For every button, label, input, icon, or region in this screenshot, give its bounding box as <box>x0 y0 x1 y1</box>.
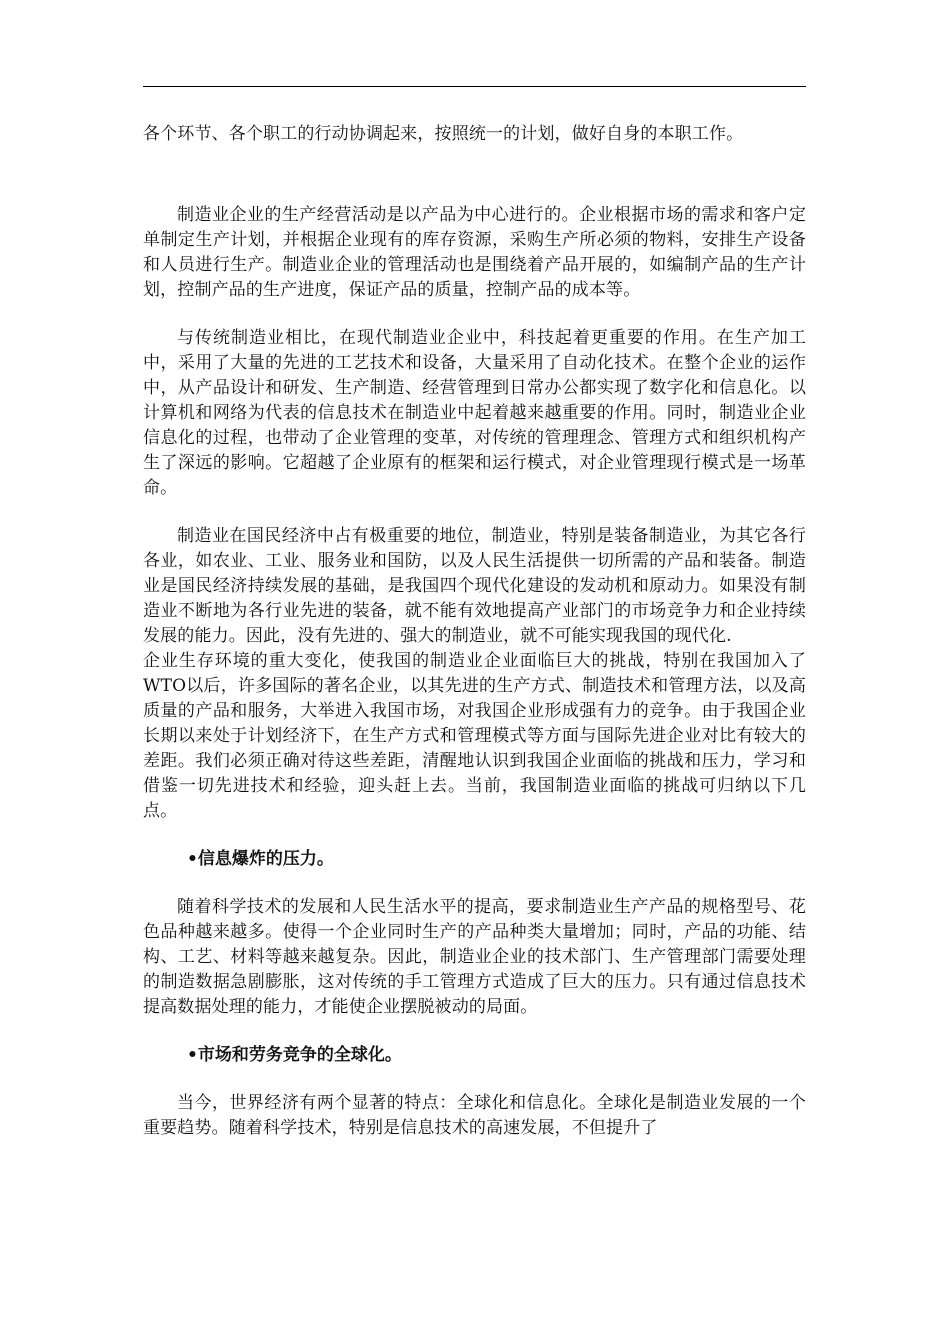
heading-information-explosion: •信息爆炸的压力。 <box>187 849 334 869</box>
paragraph-modern-manufacturing: 与传统制造业相比，在现代制造业企业中，科技起着更重要的作用。在生产加工中，采用了大量的先进的工艺技术和设备，大量采用了自动化技术。在整个企业的运作中，从产品设计和研发、生产制造、经营管理到日常办公都实现了数字化和信息化。以计算机和网络为代表的信息技术在制造业中起着越来越重要的作用。同时，制造业企业信息化的过程，也带动了企业管理的变革，对传统的管理理念、管理方式和组织机构产生了深远的影响。它超越了企业原有的框架和运行模式，对企业管理现行模式是一场革命。 <box>143 328 806 498</box>
document-body <box>143 122 823 1141</box>
heading-globalization: •市场和劳务竞争的全球化。 <box>187 1045 402 1065</box>
header-rule <box>143 86 806 87</box>
paragraph-globalization: 当今，世界经济有两个显著的特点：全球化和信息化。全球化是制造业发展的一个重要趋势。随着科学技术，特别是信息技术的高速发展，不但提升了 <box>143 1093 806 1138</box>
paragraph-information-explosion: 随着科学技术的发展和人民生活水平的提高，要求制造业生产产品的规格型号、花色品种越来越多。使得一个企业同时生产的产品种类大量增加；同时，产品的功能、结构、工艺、材料等越来越复杂。因此，制造业企业的技术部门、生产管理部门需要处理的制造数据急剧膨胀，这对传统的手工管理方式造成了巨大的压力。只有通过信息技术提高数据处理的能力，才能使企业摆脱被动的局面。 <box>143 897 806 1017</box>
paragraph-continuation: 各个环节、各个职工的行动协调起来，按照统一的计划，做好自身的本职工作。 <box>143 124 744 144</box>
paragraph-product-centered: 制造业企业的生产经营活动是以产品为中心进行的。企业根据市场的需求和客户定单制定生产计划，并根据企业现有的库存资源，采购生产所必须的物料，安排生产设备和人员进行生产。制造业企业的管理活动也是围绕着产品开展的，如编制产品的生产计划，控制产品的生产进度，保证产品的质量，控制产品的成本等。 <box>143 205 806 300</box>
paragraph-national-economy: 制造业在国民经济中占有极重要的地位，制造业，特别是装备制造业，为其它各行各业，如农业、工业、服务业和国防，以及人民生活提供一切所需的产品和装备。制造业是国民经济持续发展的基础，是我国四个现代化建设的发动机和原动力。如果没有制造业不断地为各行业先进的装备，就不能有效地提高产业部门的市场竞争力和企业持续发展的能力。因此，没有先进的、强大的制造业，就不可能实现我国的现代化. <box>143 526 806 646</box>
paragraph-challenges: 企业生存环境的重大变化，使我国的制造业企业面临巨大的挑战，特别在我国加入了WTO以后，许多国际的著名企业，以其先进的生产方式、制造技术和管理方法，以及高质量的产品和服务，大举进入我国市场，对我国企业形成强有力的竞争。由于我国企业长期以来处于计划经济下，在生产方式和管理模式等方面与国际先进企业对比有较大的差距。我们必须正确对待这些差距，清醒地认识到我国企业面临的挑战和压力，学习和借鉴一切先进技术和经验，迎头赶上去。当前，我国制造业面临的挑战可归纳以下几点。 <box>143 651 806 821</box>
